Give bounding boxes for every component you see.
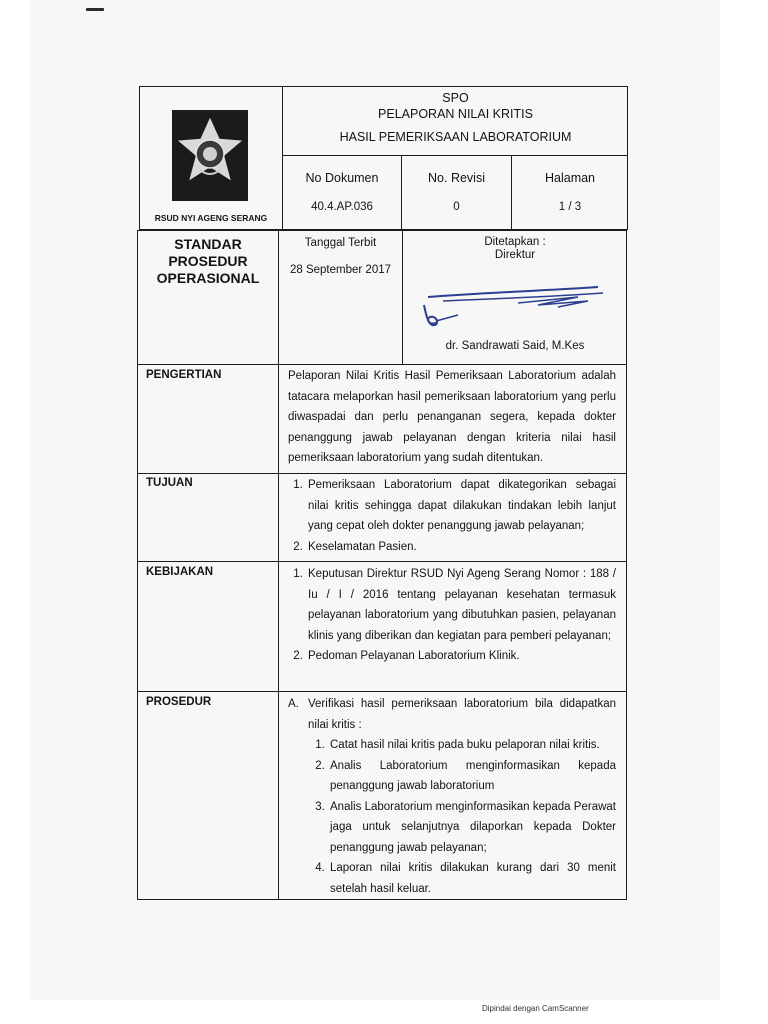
step-text: Verifikasi hasil pemeriksaan laboratorium bila didapatkan nilai kritis : bbox=[308, 698, 616, 731]
prosedur-step-a bbox=[288, 694, 616, 899]
sop-title-line-2: PROSEDUR bbox=[168, 253, 248, 269]
scanner-footer: Dipindai dengan CamScanner bbox=[482, 1004, 589, 1013]
tujuan-item: 2. Keselamatan Pasien. bbox=[306, 537, 616, 558]
issue-date-label: Tanggal Terbit bbox=[304, 237, 377, 249]
director-signature bbox=[418, 275, 618, 330]
section-label-pengertian: PENGERTIAN bbox=[146, 369, 222, 381]
sop-title-line-3: OPERASIONAL bbox=[156, 270, 260, 286]
section-label-prosedur: PROSEDUR bbox=[146, 696, 212, 708]
document-title bbox=[284, 91, 627, 145]
title-line-main: PELAPORAN NILAI KRITIS bbox=[378, 107, 533, 121]
kebijakan-list bbox=[288, 564, 616, 667]
sop-title bbox=[139, 236, 277, 287]
title-line-spo: SPO bbox=[442, 91, 469, 105]
prosedur-item: 2. Analis Laboratorium menginformasikan kepada penanggung jawab laboratorium bbox=[328, 756, 616, 797]
page-value: 1 / 3 bbox=[558, 201, 582, 213]
prosedur-item: 3. Analis Laboratorium menginformasikan kepada Perawat jaga untuk selanjutnya dilaporkan kepada Dokter penanggung jawab pelayanan; bbox=[328, 797, 616, 859]
tujuan-list bbox=[288, 475, 616, 557]
sop-title-line-1: STANDAR bbox=[174, 236, 242, 252]
revision-value: 0 bbox=[453, 201, 460, 213]
kebijakan-item: 2. Pedoman Pelayanan Laboratorium Klinik. bbox=[306, 646, 616, 667]
revision-label: No. Revisi bbox=[428, 171, 485, 185]
section-label-tujuan: TUJUAN bbox=[146, 477, 193, 489]
hospital-logo bbox=[170, 108, 250, 203]
section-label-kebijakan: KEBIJAKAN bbox=[146, 566, 214, 578]
tujuan-item: 1. Pemeriksaan Laboratorium dapat dikategorikan sebagai nilai kritis sehingga dapat dilakukan tindakan lebih lanjut yang cepat oleh dokter penanggung jawab pelayanan; bbox=[306, 475, 616, 537]
issue-date-value: 28 September 2017 bbox=[289, 264, 392, 276]
scan-artifact-mark bbox=[86, 8, 104, 11]
approver-name: dr. Sandrawati Said, M.Kes bbox=[445, 340, 585, 352]
prosedur-item: 1. Catat hasil nilai kritis pada buku pelaporan nilai kritis. bbox=[328, 735, 616, 756]
title-line-sub: HASIL PEMERIKSAAN LABORATORIUM bbox=[339, 130, 572, 144]
doc-number-label: No Dokumen bbox=[305, 171, 379, 185]
hospital-name: RSUD NYI AGENG SERANG bbox=[154, 213, 268, 223]
doc-number-value: 40.4.AP.036 bbox=[311, 201, 373, 213]
approved-label: Ditetapkan : bbox=[484, 236, 546, 248]
step-letter: A. bbox=[288, 698, 299, 710]
kebijakan-item: 1. Keputusan Direktur RSUD Nyi Ageng Serang Nomor : 188 / Iu / I / 2016 tentang pelayanan kesehatan termasuk pelayanan laboratorium yang dibutuhkan pasien, pelayanan klinis yang diberikan dan kegiatan para pemberi pelayanan; bbox=[306, 564, 616, 646]
page-label: Halaman bbox=[544, 171, 596, 185]
pengertian-text: Pelaporan Nilai Kritis Hasil Pemeriksaan Laboratorium adalah tatacara melaporkan hasil pemeriksaan laboratorium yang perlu diwaspadai dan perlu penanganan segera, kepada dokter penanggung jawab pelayanan dengan kriteria nilai hasil pemeriksaan laboratorium yang sudah ditentukan. bbox=[288, 370, 616, 464]
approved-role: Direktur bbox=[494, 249, 536, 261]
prosedur-item: 4. Laporan nilai kritis dilakukan kurang dari 30 menit setelah hasil keluar. bbox=[328, 858, 616, 899]
